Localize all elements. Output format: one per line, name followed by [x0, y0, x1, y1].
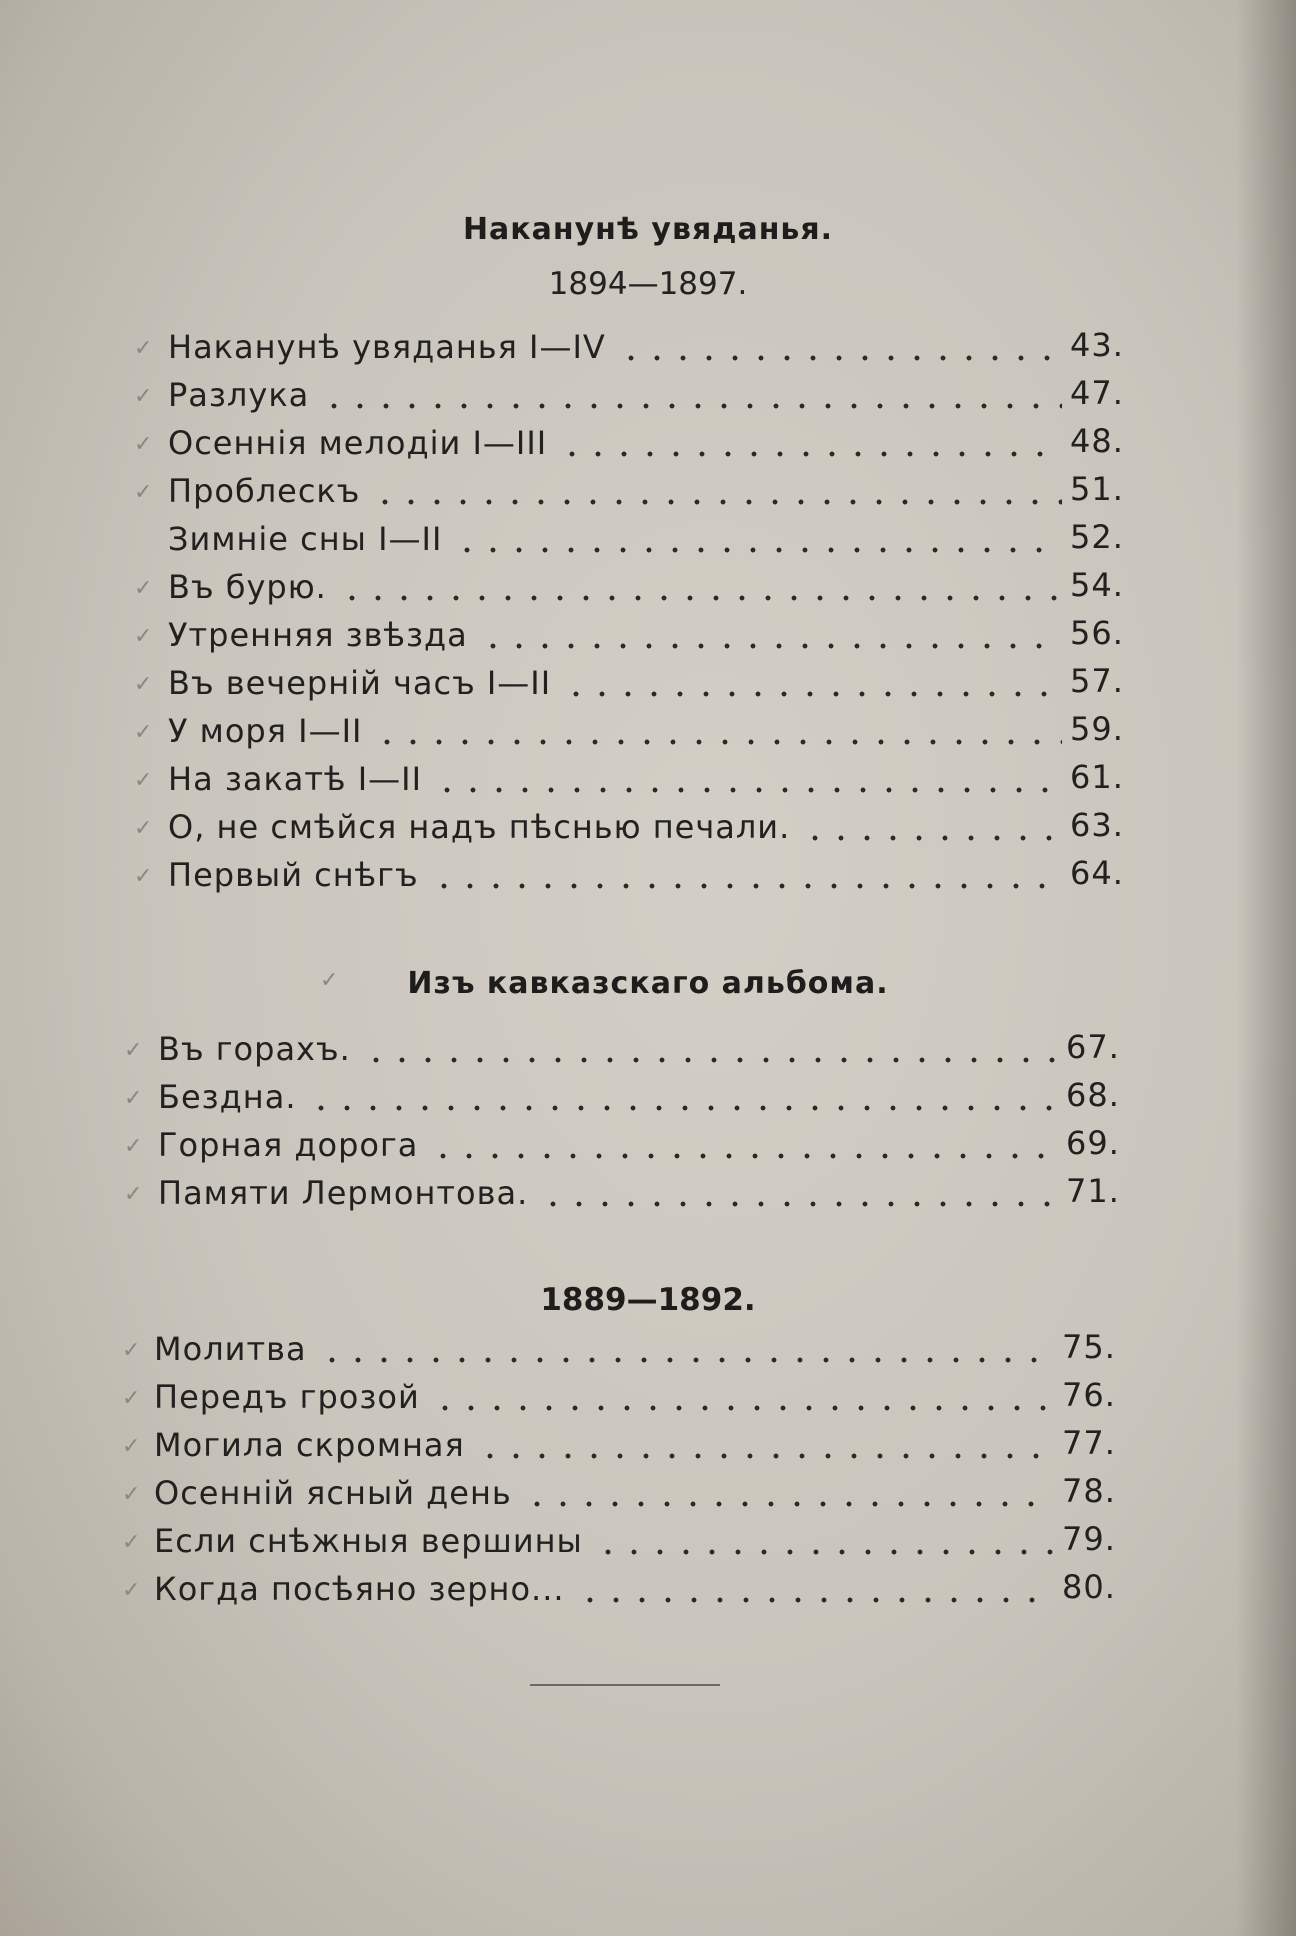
check-mark-icon: ✓ — [134, 480, 153, 505]
entry-title: Могила скромная — [154, 1426, 465, 1464]
check-mark-icon: ✓ — [122, 1434, 141, 1459]
toc-entry — [0, 1078, 1296, 1126]
section-years: 1889—1892. — [540, 1282, 756, 1318]
entry-title: Передъ грозой — [154, 1378, 420, 1416]
check-mark-icon: ✓ — [134, 576, 153, 601]
check-mark-icon: ✓ — [122, 1386, 141, 1411]
page-number: 64. — [1070, 854, 1124, 892]
page-number: 59. — [1070, 710, 1124, 748]
check-mark-icon: ✓ — [124, 1134, 143, 1159]
toc-entry — [0, 1570, 1296, 1618]
page-number: 75. — [1062, 1328, 1116, 1366]
toc-entry — [0, 664, 1296, 712]
toc-entry — [0, 760, 1296, 808]
toc-entry — [0, 1030, 1296, 1078]
page-number: 43. — [1070, 326, 1124, 364]
toc-entry — [0, 520, 1296, 568]
page-number: 77. — [1062, 1424, 1116, 1462]
page-number: 71. — [1066, 1172, 1120, 1210]
check-mark-icon: ✓ — [134, 624, 153, 649]
dot-leader — [477, 1453, 1054, 1459]
dot-leader — [321, 403, 1062, 409]
toc-entry — [0, 424, 1296, 472]
page-number: 78. — [1062, 1472, 1116, 1510]
toc-entry — [0, 1174, 1296, 1222]
dot-leader — [524, 1501, 1054, 1507]
entry-title: Памяти Лермонтова. — [158, 1174, 529, 1212]
toc-entry — [0, 1378, 1296, 1426]
entry-title: Молитва — [154, 1330, 307, 1368]
toc-entry — [0, 856, 1296, 904]
page-number: 68. — [1066, 1076, 1120, 1114]
dot-leader — [374, 739, 1062, 745]
page-number: 69. — [1066, 1124, 1120, 1162]
dot-leader — [480, 643, 1062, 649]
page-number: 80. — [1062, 1568, 1116, 1606]
dot-leader — [308, 1105, 1058, 1111]
dot-leader — [339, 595, 1062, 601]
toc-entry — [0, 1522, 1296, 1570]
section-years: 1894—1897. — [548, 266, 748, 302]
dot-leader — [454, 547, 1062, 553]
page-number: 63. — [1070, 806, 1124, 844]
check-mark-icon: ✓ — [134, 816, 153, 841]
dot-leader — [595, 1549, 1054, 1555]
check-mark-icon: ✓ — [134, 384, 153, 409]
entry-title: Въ горахъ. — [158, 1030, 351, 1068]
dot-leader — [319, 1357, 1054, 1363]
page-number: 57. — [1070, 662, 1124, 700]
dot-leader — [363, 1057, 1058, 1063]
entry-title: Утренняя звѣзда — [168, 616, 468, 654]
dot-leader — [432, 1405, 1054, 1411]
page-number: 61. — [1070, 758, 1124, 796]
dot-leader — [430, 1153, 1058, 1159]
entry-title: Первый снѣгъ — [168, 856, 419, 894]
entry-title: Наканунѣ увяданья I—IV — [168, 328, 606, 366]
toc-entry — [0, 616, 1296, 664]
page-number: 79. — [1062, 1520, 1116, 1558]
toc-entry — [0, 1330, 1296, 1378]
page-number: 67. — [1066, 1028, 1120, 1066]
entry-title: Бездна. — [158, 1078, 297, 1116]
page-number: 76. — [1062, 1376, 1116, 1414]
toc-entry — [0, 328, 1296, 376]
entry-title: Въ вечерній часъ I—II — [168, 664, 552, 702]
entry-title: Зимніе сны I—II — [168, 520, 443, 558]
dot-leader — [563, 691, 1062, 697]
entry-title: О, не смѣйся надъ пѣснью печали. — [168, 808, 791, 846]
check-mark-icon: ✓ — [122, 1530, 141, 1555]
check-mark-icon: ✓ — [124, 1182, 143, 1207]
dot-leader — [372, 499, 1062, 505]
dot-leader — [618, 355, 1062, 361]
dot-leader — [559, 451, 1062, 457]
check-mark-icon: ✓ — [124, 1086, 143, 1111]
entry-title: Когда посѣяно зерно... — [154, 1570, 565, 1608]
check-mark-icon: ✓ — [122, 1338, 141, 1363]
end-rule — [530, 1684, 720, 1686]
toc-entry — [0, 1474, 1296, 1522]
toc-entry — [0, 472, 1296, 520]
dot-leader — [577, 1597, 1054, 1603]
toc-entry — [0, 1426, 1296, 1474]
check-mark-icon: ✓ — [134, 720, 153, 745]
entry-title: Разлука — [168, 376, 310, 414]
toc-entry — [0, 808, 1296, 856]
page-number: 51. — [1070, 470, 1124, 508]
entry-title: Если снѣжныя вершины — [154, 1522, 583, 1560]
entry-title: Проблескъ — [168, 472, 361, 510]
toc-entry — [0, 568, 1296, 616]
check-mark-icon: ✓ — [122, 1578, 141, 1603]
entry-title: На закатѣ I—II — [168, 760, 423, 798]
check-mark-icon: ✓ — [134, 864, 153, 889]
page-number: 56. — [1070, 614, 1124, 652]
section-heading: Изъ кавказскаго альбома. — [407, 966, 889, 1001]
toc-entry — [0, 1126, 1296, 1174]
check-mark-icon: ✓ — [134, 672, 153, 697]
entry-title: Осенній ясный день — [154, 1474, 512, 1512]
page-number: 48. — [1070, 422, 1124, 460]
toc-entry — [0, 712, 1296, 760]
entry-title: Въ бурю. — [168, 568, 327, 606]
dot-leader — [434, 787, 1062, 793]
page-number: 47. — [1070, 374, 1124, 412]
entry-title: Горная дорога — [158, 1126, 419, 1164]
dot-leader — [540, 1201, 1058, 1207]
page-number: 54. — [1070, 566, 1124, 604]
dot-leader — [802, 835, 1062, 841]
check-mark-icon: ✓ — [320, 968, 339, 993]
check-mark-icon: ✓ — [134, 432, 153, 457]
entry-title: Осеннія мелодіи I—III — [168, 424, 548, 462]
section-heading: Наканунѣ увяданья. — [462, 212, 834, 247]
check-mark-icon: ✓ — [134, 768, 153, 793]
check-mark-icon: ✓ — [134, 336, 153, 361]
check-mark-icon: ✓ — [124, 1038, 143, 1063]
check-mark-icon: ✓ — [122, 1482, 141, 1507]
dot-leader — [431, 883, 1062, 889]
page-number: 52. — [1070, 518, 1124, 556]
entry-title: У моря I—II — [168, 712, 363, 750]
toc-entry — [0, 376, 1296, 424]
